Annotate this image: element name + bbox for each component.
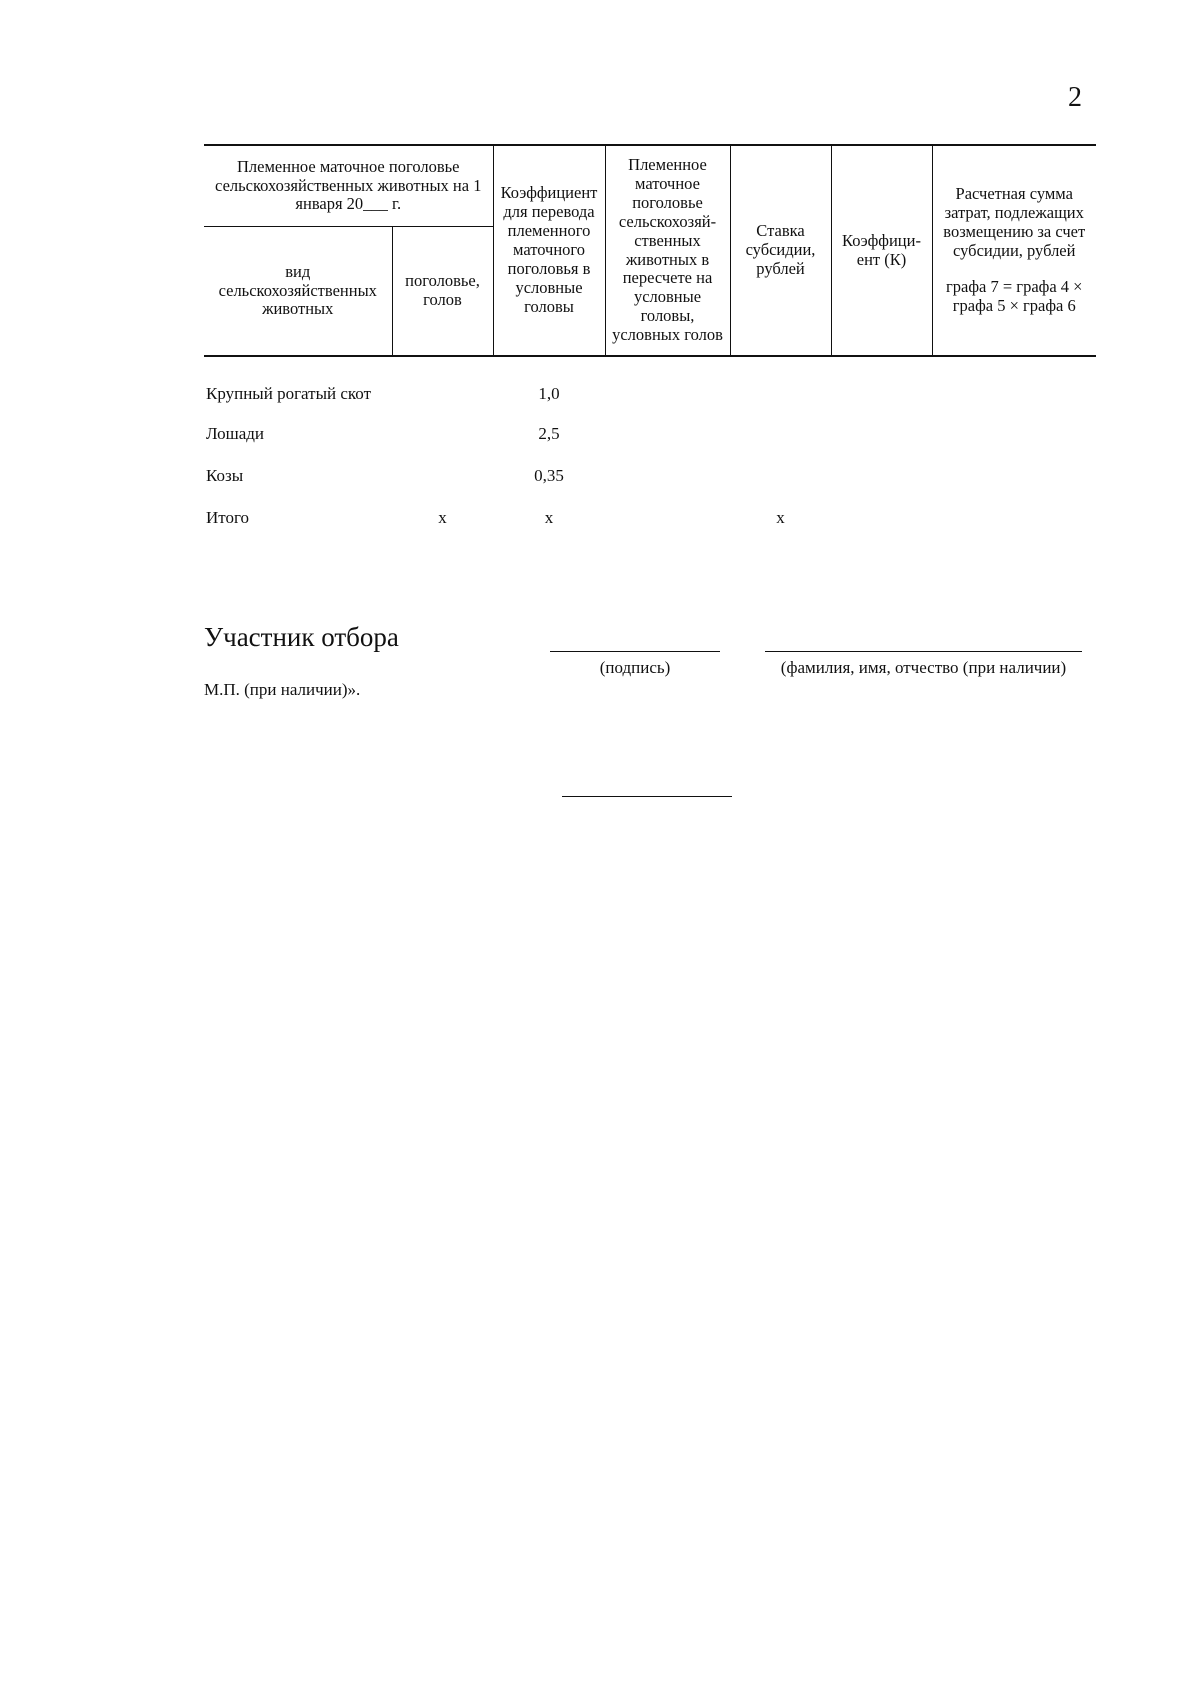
page-number: 2 — [1068, 82, 1082, 113]
row-coefficient-k — [831, 497, 932, 539]
header-sum-formula: графа 7 = графа 4 × графа 5 × графа 6 — [946, 277, 1083, 316]
header-conversion-coefficient: Коэффициент для перевода племенного маточного поголовья в условные головы — [493, 145, 605, 356]
table-row — [204, 455, 1096, 497]
table-row-total — [204, 497, 1096, 539]
row-subsidy-rate — [730, 455, 831, 497]
table-row — [204, 413, 1096, 455]
row-heads — [392, 356, 493, 413]
row-coefficient: x — [544, 508, 554, 528]
row-subsidy-rate — [730, 356, 831, 413]
row-conditional-heads — [605, 356, 730, 413]
row-coefficient: 0,35 — [534, 466, 564, 486]
header-conditional-heads: Племенное маточное поголовье сельскохозяй-ственных животных в пересчете на условные головы, условных голов — [605, 145, 730, 356]
row-conditional-heads — [605, 455, 730, 497]
row-estimated-sum — [932, 497, 1096, 539]
header-coefficient-k: Коэффици-ент (К) — [831, 145, 932, 356]
row-animal-name: Итого — [206, 508, 250, 528]
row-animal-name: Козы — [206, 466, 244, 486]
end-of-document-line — [562, 796, 732, 797]
row-conditional-heads — [605, 497, 730, 539]
header-estimated-sum-label: Расчетная сумма затрат, подлежащих возмещению за счет субсидии, рублей — [943, 183, 1086, 260]
header-subsidy-rate: Ставка субсидии, рублей — [730, 145, 831, 356]
row-subsidy-rate: x — [776, 508, 785, 528]
row-coefficient: 2,5 — [538, 424, 560, 444]
full-name-caption: (фамилия, имя, отчество (при наличии) — [780, 658, 1067, 677]
header-estimated-sum — [932, 145, 1096, 356]
row-heads: x — [438, 508, 447, 528]
subsidy-calculation-table — [204, 144, 1096, 539]
signature-caption: (подпись) — [599, 658, 671, 677]
stamp-label: М.П. (при наличии)». — [204, 680, 361, 699]
row-animal-name: Лошади — [206, 424, 264, 444]
row-estimated-sum — [932, 413, 1096, 455]
table-row — [204, 356, 1096, 413]
row-estimated-sum — [932, 356, 1096, 413]
row-estimated-sum — [932, 455, 1096, 497]
row-coefficient-k — [831, 455, 932, 497]
row-animal-name: Крупный рогатый скот — [206, 384, 372, 404]
row-coefficient-k — [831, 356, 932, 413]
full-name-line — [765, 651, 1082, 652]
row-conditional-heads — [605, 413, 730, 455]
header-breeding-stock-group: Племенное маточное поголовье сельскохозяйственных животных на 1 января 20___ г. — [204, 145, 493, 227]
participant-label: Участник отбора — [204, 622, 399, 652]
signature-line — [550, 651, 720, 652]
row-coefficient: 1,0 — [538, 384, 560, 404]
header-livestock-heads: поголовье, голов — [392, 227, 493, 357]
row-heads — [392, 455, 493, 497]
row-coefficient-k — [831, 413, 932, 455]
header-animal-type: вид сельскохозяйственных животных — [204, 227, 392, 357]
row-subsidy-rate — [730, 413, 831, 455]
row-heads — [392, 413, 493, 455]
